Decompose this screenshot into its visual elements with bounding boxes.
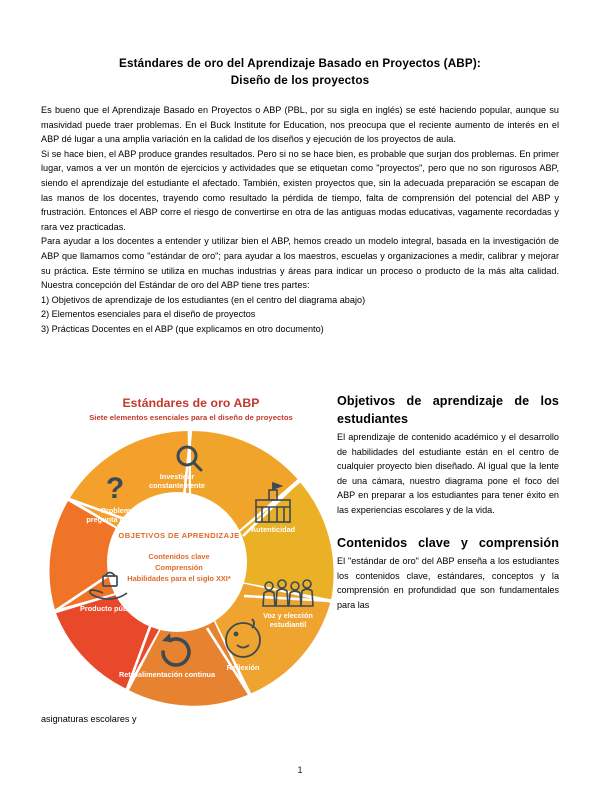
- two-column-section: [41, 393, 559, 753]
- segment-label-voz-line1: Voz y elección: [263, 611, 313, 620]
- segment-label-problema-line2: pregunta desafiante: [86, 515, 156, 524]
- paragraph-2: Si se hace bien, el ABP produce grandes resultados. Pero si no se hace bien, es probable que surjan dos problemas. En primer lugar, vamos a ver un montón de ejercicios y actividades que se etiquetan como "proyectos", pero que no son rigurosos ABP, siendo el aprendizaje del estudiante el afectado. También, existen proyectos que, sin la adecuada preparación se escapan de las manos de los docentes, trayendo como resultado la pérdida de tiempo, falta de comprensión del potencial del ABP y frustración. Entonces el ABP corre el riesgo de convertirse en otra de las antiguas modas educativas, vagamente recordadas y rara vez practicadas.: [41, 148, 559, 232]
- page-number: 1: [297, 765, 303, 775]
- tail-text: asignaturas escolares y: [41, 714, 137, 724]
- segment-label-problema-line1: Problema o: [101, 506, 141, 515]
- list-item-2: 2) Elementos esenciales para el diseño de proyectos: [41, 309, 256, 320]
- infographic-subtitle: Siete elementos esenciales para el diseño de proyectos: [89, 413, 293, 422]
- segment-label-producto-publico: Producto público: [80, 604, 140, 613]
- document-body: [41, 55, 559, 337]
- intro-text-block: [41, 103, 559, 337]
- right-column-heading-1: Objetivos de aprendizaje de los estudiantes: [337, 394, 559, 426]
- center-title: OBJETIVOS DE APRENDIZAJE: [118, 531, 240, 540]
- page-title: [41, 55, 559, 89]
- segment-label-retroalimentacion: Retroalimentación continua: [118, 670, 216, 679]
- center-line-2: Comprensión: [155, 563, 203, 572]
- right-column-paragraph-2: El "estándar de oro" del ABP enseña a los estudiantes los contenidos clave, estándares, conceptos y la comprensión en profundidad que son fundamentales para las: [337, 556, 559, 610]
- right-column: [337, 393, 559, 612]
- segment-label-investigar-line1: Investigar: [159, 472, 195, 481]
- segment-label-autenticidad: Autenticidad: [250, 525, 296, 534]
- center-line-1: Contenidos clave: [148, 552, 210, 561]
- segment-label-investigar-line2: constantemente: [149, 481, 205, 490]
- center-line-3: Habilidades para el siglo XXI*: [127, 574, 231, 583]
- right-column-paragraph-1: El aprendizaje de contenido académico y el desarrollo de habilidades del estudiante están en el centro de cualquier proyecto bien diseñado. Al igual que la lente de una cámara, nuestro diagrama pone el foco del ABP en preparar a los estudiantes para tener éxito en las experiencias escolares y de la vida.: [337, 432, 559, 515]
- list-item-1: 1) Objetivos de aprendizaje de los estudiantes (en el centro del diagrama abajo): [41, 294, 366, 305]
- segment-label-voz-line2: estudiantil: [269, 620, 307, 629]
- segment-label-reflexion: Reflexión: [226, 663, 260, 672]
- infographic-title: Estándares de oro ABP: [122, 396, 260, 410]
- list-item-3: 3) Prácticas Docentes en el ABP (que explicamos en otro documento): [41, 323, 324, 334]
- right-column-heading-2: Contenidos clave y comprensión: [337, 535, 559, 550]
- svg-text:?: ?: [105, 472, 125, 505]
- paragraph-3: Para ayudar a los docentes a entender y utilizar bien el ABP, hemos creado un modelo integral, basada en la investigación de ABP que llamamos como "estándar de oro"; para ayudar a los maestros, escuelas y organizaciones a medir, calibrar y mejorar su práctica. Este término se utiliza en muchas industrias y áreas para indicar un proceso o producto de la más alta calidad. Nuestra concepción del Estándar de oro del ABP tiene tres partes:: [41, 236, 559, 291]
- paragraph-1: Es bueno que el Aprendizaje Basado en Proyectos o ABP (PBL, por su sigla en inglés) se esté haciendo popular, aunque su masividad puede traer problemas. En el Buck Institute for Education, nos preocupa que el reciente aumento de interés en el ABP dé lugar a una amplia variación en la calidad de los diseños y ejecución de los proyectos de aula.: [41, 105, 559, 145]
- page-title-line-1: Estándares de oro del Aprendizaje Basado en Proyectos (ABP):: [119, 57, 481, 70]
- page-title-line-2: Diseño de los proyectos: [230, 74, 370, 87]
